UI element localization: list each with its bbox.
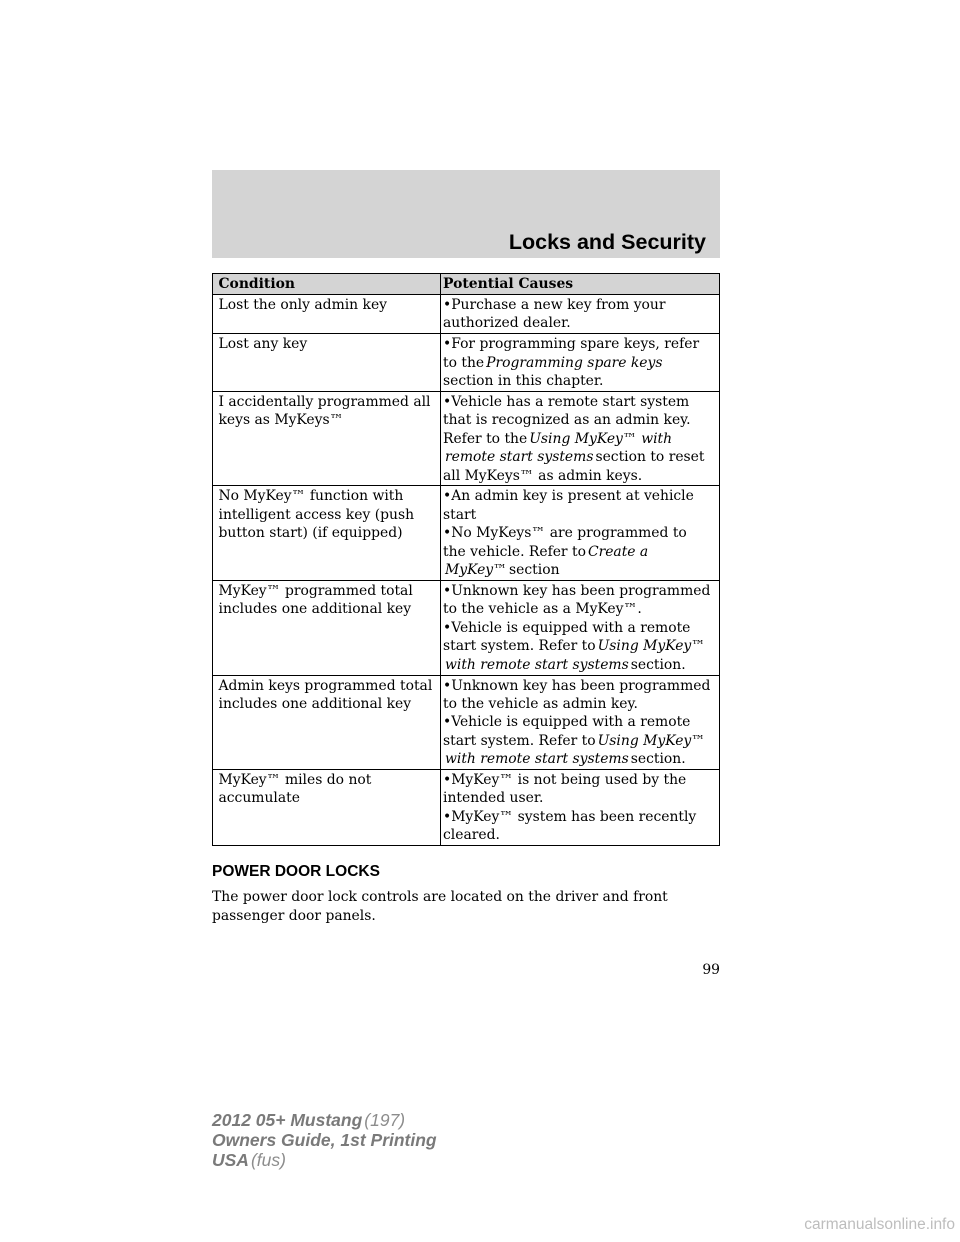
condition-cell bbox=[213, 295, 441, 333]
cause-line: •An admin key is present at vehicle bbox=[443, 488, 694, 505]
condition-line: MyKey™ programmed total bbox=[218, 583, 413, 599]
cause-line: •Unknown key has been programmed bbox=[443, 677, 711, 694]
footer-market-code: (fus) bbox=[250, 1150, 286, 1170]
cause-text: Refer to the bbox=[443, 430, 528, 447]
cross-reference-text: Using MyKey™ with bbox=[529, 430, 673, 447]
condition-line: Lost the only admin key bbox=[218, 296, 388, 313]
power-door-locks-paragraph bbox=[212, 888, 668, 926]
cause-item bbox=[443, 393, 717, 485]
column-header-potential-causes: Potential Causes bbox=[443, 276, 574, 292]
condition-line: button start) (if equipped) bbox=[218, 525, 403, 542]
cause-line: •For programming spare keys, refer bbox=[443, 336, 700, 353]
cause-text: section. bbox=[630, 656, 686, 673]
cause-line bbox=[443, 732, 717, 750]
cross-reference-text: with remote start systems bbox=[445, 751, 629, 768]
cause-text: section to reset bbox=[595, 449, 705, 466]
table-row bbox=[213, 769, 719, 845]
cause-item bbox=[443, 619, 717, 674]
cause-text: the vehicle. Refer to bbox=[443, 543, 586, 560]
cause-line bbox=[443, 656, 717, 674]
potential-causes-cell bbox=[441, 392, 720, 486]
cause-line: •Vehicle is equipped with a remote bbox=[443, 619, 691, 636]
cause-text: start system. Refer to bbox=[443, 732, 596, 749]
cause-line: •Unknown key has been programmed bbox=[443, 583, 711, 599]
paragraph-line: passenger door panels. bbox=[212, 908, 376, 924]
cause-line: •MyKey™ system has been recently bbox=[443, 808, 697, 825]
paragraph-line: The power door lock controls are located on the driver and front bbox=[212, 889, 668, 905]
condition-line: Admin keys programmed total bbox=[218, 677, 433, 694]
cause-line: intended user. bbox=[443, 790, 544, 807]
cross-reference-text: remote start systems bbox=[445, 449, 594, 466]
cause-line bbox=[443, 430, 717, 448]
condition-line: intelligent access key (push bbox=[218, 506, 415, 523]
footer-market-line bbox=[212, 1150, 437, 1170]
footer-model: 2012 05+ Mustang bbox=[212, 1110, 363, 1130]
cause-line: start bbox=[443, 506, 477, 523]
cause-line bbox=[443, 354, 717, 372]
cross-reference-text: Using MyKey™ bbox=[597, 638, 706, 655]
cause-item bbox=[443, 677, 717, 714]
cause-text: to the bbox=[443, 354, 485, 371]
potential-causes-cell bbox=[441, 676, 720, 770]
cause-line: •Vehicle has a remote start system bbox=[443, 393, 690, 410]
condition-cell bbox=[213, 486, 441, 580]
potential-causes-cell bbox=[441, 581, 720, 675]
cause-line: •MyKey™ is not being used by the bbox=[443, 772, 687, 789]
section-header-band bbox=[212, 170, 720, 258]
cause-line: to the vehicle as a MyKey™. bbox=[443, 601, 642, 618]
condition-line: keys as MyKeys™ bbox=[218, 412, 344, 429]
potential-causes-table bbox=[212, 273, 720, 846]
cross-reference-text: MyKey™ bbox=[445, 562, 508, 579]
potential-causes-cell bbox=[441, 486, 720, 580]
cause-line bbox=[443, 561, 717, 579]
condition-line: accumulate bbox=[218, 790, 300, 807]
condition-line: No MyKey™ function with bbox=[218, 488, 404, 505]
potential-causes-cell bbox=[441, 334, 720, 391]
footer-model-line bbox=[212, 1110, 437, 1130]
cause-line: all MyKeys™ as admin keys. bbox=[443, 467, 643, 484]
cause-item bbox=[443, 487, 717, 524]
cause-line: •Purchase a new key from your bbox=[443, 296, 666, 313]
cause-line bbox=[443, 543, 717, 561]
table-row bbox=[213, 580, 719, 675]
cross-reference-text: with remote start systems bbox=[445, 656, 629, 673]
potential-causes-cell bbox=[441, 770, 720, 845]
cause-item bbox=[443, 582, 717, 619]
site-watermark: carmanualsonline.info bbox=[804, 1216, 955, 1233]
cause-line bbox=[443, 637, 717, 655]
cause-text: start system. Refer to bbox=[443, 638, 596, 655]
cross-reference-text: Programming spare keys bbox=[486, 354, 663, 371]
condition-cell bbox=[213, 676, 441, 770]
cause-line: authorized dealer. bbox=[443, 315, 571, 332]
footer-guide: Owners Guide, 1st Printing bbox=[212, 1130, 437, 1150]
footer-guide-line bbox=[212, 1130, 437, 1150]
potential-causes-cell bbox=[441, 295, 720, 333]
cause-line: section in this chapter. bbox=[443, 373, 604, 390]
power-door-locks-heading: POWER DOOR LOCKS bbox=[212, 863, 380, 880]
cross-reference-text: Using MyKey™ bbox=[597, 732, 706, 749]
cause-item bbox=[443, 771, 717, 808]
condition-cell bbox=[213, 392, 441, 486]
page-number: 99 bbox=[702, 962, 720, 978]
table-row bbox=[213, 485, 719, 580]
condition-line: includes one additional key bbox=[218, 695, 412, 712]
cause-item bbox=[443, 296, 717, 333]
cause-line bbox=[443, 448, 717, 466]
table-header-row bbox=[213, 274, 719, 294]
cause-line: cleared. bbox=[443, 827, 500, 844]
condition-line: I accidentally programmed all bbox=[218, 393, 431, 410]
table-row bbox=[213, 391, 719, 486]
cause-item bbox=[443, 335, 717, 390]
cause-line: to the vehicle as admin key. bbox=[443, 695, 638, 712]
print-info-footer bbox=[212, 1110, 437, 1170]
cross-reference-text: Create a bbox=[587, 543, 649, 560]
cause-item bbox=[443, 524, 717, 579]
table-row bbox=[213, 675, 719, 770]
cause-line bbox=[443, 750, 717, 768]
cause-item bbox=[443, 808, 717, 845]
footer-model-code: (197) bbox=[364, 1110, 406, 1130]
condition-line: Lost any key bbox=[218, 336, 308, 353]
cause-line: that is recognized as an admin key. bbox=[443, 412, 691, 429]
column-header-condition: Condition bbox=[213, 274, 441, 294]
cause-line: •No MyKeys™ are programmed to bbox=[443, 525, 687, 542]
condition-line: MyKey™ miles do not bbox=[218, 772, 372, 789]
cause-text: section bbox=[509, 562, 560, 579]
condition-line: includes one additional key bbox=[218, 601, 412, 618]
cause-line: •Vehicle is equipped with a remote bbox=[443, 714, 691, 731]
table-row bbox=[213, 294, 719, 333]
condition-cell bbox=[213, 581, 441, 675]
footer-market: USA bbox=[212, 1150, 249, 1170]
cause-item bbox=[443, 713, 717, 768]
section-title: Locks and Security bbox=[508, 230, 706, 254]
condition-cell bbox=[213, 334, 441, 391]
table-row bbox=[213, 333, 719, 391]
cause-text: section. bbox=[630, 751, 686, 768]
condition-cell bbox=[213, 770, 441, 845]
